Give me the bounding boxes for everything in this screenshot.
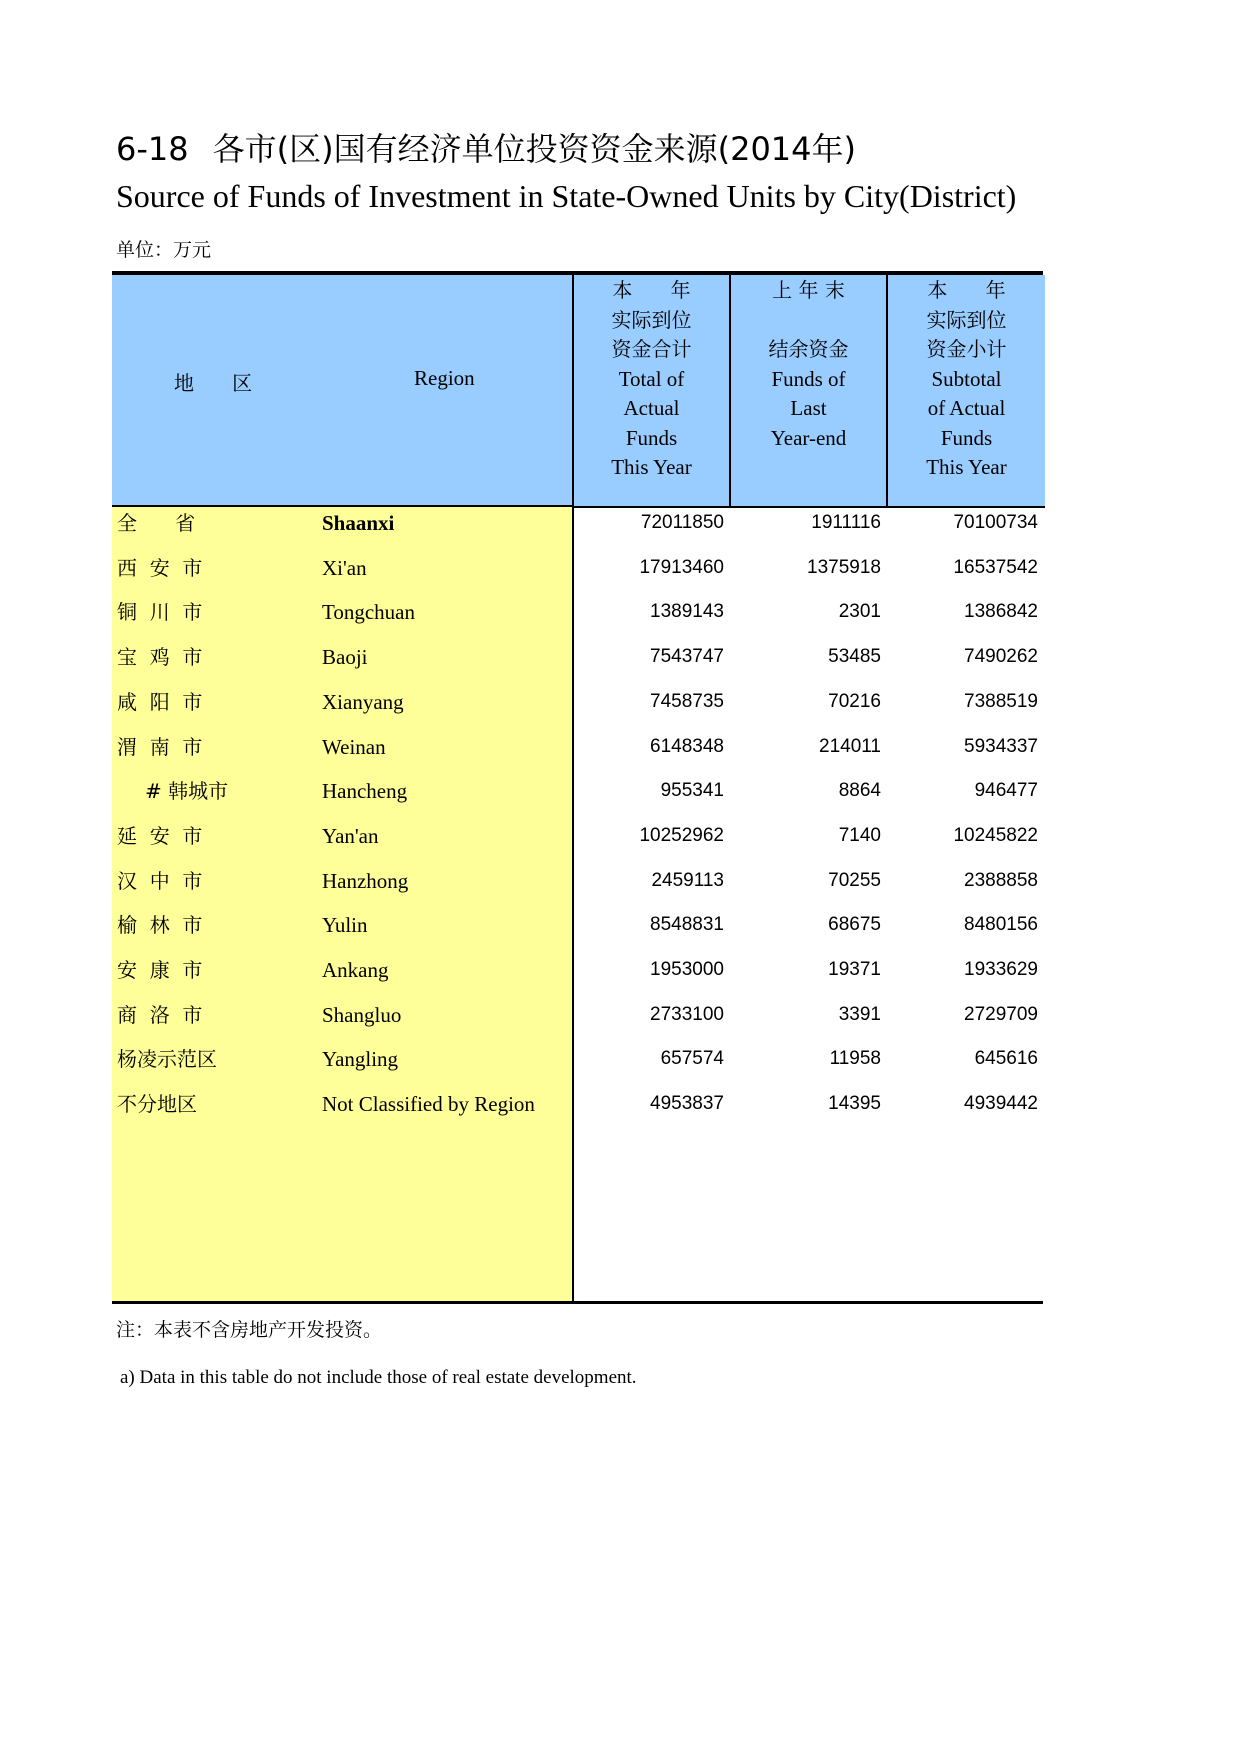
table-row [112, 856, 1043, 906]
subtotal-funds-value: 10245822 [953, 824, 1038, 846]
subtotal-funds-value: 2729709 [964, 1003, 1038, 1025]
table-row [112, 677, 1043, 727]
total-funds-value: 10252962 [639, 824, 724, 846]
header-last-en-1: Funds of [771, 366, 846, 391]
region-name-cn: 宝 鸡 市 [117, 645, 203, 670]
header-region-cn: 地 区 [174, 371, 253, 395]
region-name-cn: 汉 中 市 [117, 868, 203, 893]
header-last-en-2: Last [790, 396, 827, 420]
page-title-cn [116, 124, 856, 170]
header-subtotal-cn: 本 年 实际到位 资金小计 [926, 278, 1007, 361]
total-funds-value: 4953837 [650, 1093, 724, 1115]
last-year-funds-value: 11958 [829, 1048, 881, 1070]
header-total-en-1: Total of [618, 366, 685, 391]
header-total-en-4: This Year [611, 455, 692, 479]
last-year-funds-value: 2301 [838, 601, 881, 623]
last-year-funds-value: 68675 [828, 914, 881, 936]
header-total-funds [572, 275, 729, 508]
last-year-funds-value: 7140 [838, 824, 881, 846]
header-total-en-3: Funds [625, 425, 678, 450]
subtotal-funds-value: 8480156 [964, 914, 1038, 936]
subtotal-funds-value: 1933629 [964, 959, 1038, 980]
region-name-cn: 杨凌示范区 [117, 1047, 217, 1072]
total-funds-value: 2733100 [650, 1003, 724, 1025]
total-funds-value: 6148348 [650, 735, 724, 757]
last-year-funds-value: 1375918 [807, 556, 881, 578]
table-number: 6-18 [116, 130, 189, 168]
total-funds-value: 8548831 [650, 914, 724, 936]
header-total-en-2: Actual [623, 396, 680, 420]
table-row [112, 722, 1043, 772]
subtotal-funds-value: 2388858 [964, 869, 1038, 891]
subtotal-funds-value: 4939442 [964, 1093, 1038, 1115]
last-year-funds-value: 70255 [828, 869, 881, 891]
region-name-cn: 咸 阳 市 [117, 689, 203, 714]
total-funds-value: 955341 [660, 780, 724, 802]
total-funds-value: 17913460 [639, 556, 724, 578]
table-row [112, 945, 1043, 995]
subtotal-funds-value: 7490262 [964, 646, 1038, 668]
subtotal-funds-value: 16537542 [953, 556, 1038, 578]
table-row [112, 766, 1043, 816]
header-last-cn: 上 年 末 结余资金 [768, 278, 849, 361]
table-row [112, 900, 1043, 950]
total-funds-value: 2459113 [651, 869, 724, 891]
table-row [112, 632, 1043, 682]
table-row [112, 587, 1043, 637]
total-funds-value: 7458735 [650, 690, 724, 712]
region-name-en: Shangluo [322, 1002, 402, 1027]
total-funds-value: 1389143 [650, 601, 724, 623]
region-name-en: Hancheng [322, 779, 408, 804]
last-year-funds-value: 53485 [828, 646, 881, 668]
header-last-en-3: Year-end [770, 425, 847, 450]
note-cn: 注：本表不含房地产开发投资。 [116, 1319, 383, 1341]
header-subtotal-funds [886, 275, 1045, 508]
region-name-en: Hanzhong [322, 868, 409, 893]
page-title-en: Source of Funds of Investment in State-Owned Units by City(District) [116, 178, 1017, 214]
region-name-en: Not Classified by Region [322, 1092, 535, 1117]
total-funds-value: 657574 [660, 1048, 724, 1070]
region-name-cn: 铜 川 市 [117, 600, 203, 625]
region-name-en: Yan'an [322, 823, 379, 848]
last-year-funds-value: 70216 [828, 690, 881, 712]
table-row [112, 543, 1043, 593]
region-name-cn: 全 省 [117, 511, 196, 535]
header-subtotal-en-2: of Actual [927, 396, 1006, 420]
table-row [112, 811, 1043, 861]
region-name-en: Weinan [322, 734, 386, 759]
region-name-en: Yulin [322, 913, 368, 938]
region-name-en: Xianyang [322, 689, 404, 714]
region-name-en: Yangling [322, 1047, 399, 1072]
region-name-en: Shaanxi [322, 511, 395, 535]
region-name-cn: 渭 南 市 [117, 734, 203, 759]
region-name-cn: # 韩城市 [145, 779, 229, 804]
last-year-funds-value: 14395 [828, 1093, 881, 1115]
header-last-year-funds [729, 275, 886, 508]
unit-label: 单位：万元 [116, 239, 212, 261]
region-name-cn: 榆 林 市 [117, 913, 203, 938]
header-region-en: Region [414, 366, 475, 390]
region-name-cn: 安 康 市 [117, 958, 203, 982]
subtotal-funds-value: 5934337 [964, 735, 1038, 757]
region-name-en: Ankang [322, 958, 389, 982]
subtotal-funds-value: 645616 [974, 1048, 1038, 1070]
region-name-en: Baoji [322, 645, 368, 670]
table-row [112, 1079, 1043, 1129]
region-name-en: Xi'an [322, 555, 367, 580]
header-total-cn: 本 年 实际到位 资金合计 [611, 278, 692, 361]
region-name-cn: 商 洛 市 [117, 1002, 203, 1027]
region-name-en: Tongchuan [322, 600, 416, 625]
last-year-funds-value: 214011 [819, 735, 881, 757]
title-cn-text: 各市(区)国有经济单位投资资金来源(2014年) [212, 130, 857, 168]
subtotal-funds-value: 1386842 [964, 601, 1038, 623]
data-table [112, 271, 1043, 1305]
last-year-funds-value: 3391 [838, 1003, 881, 1025]
header-subtotal-en-4: This Year [926, 455, 1007, 479]
region-name-cn: 不分地区 [117, 1092, 197, 1117]
note-en: a) Data in this table do not include those of real estate development. [120, 1367, 637, 1388]
last-year-funds-value: 8864 [838, 780, 881, 802]
table-row [112, 1034, 1043, 1084]
total-funds-value: 72011850 [640, 512, 724, 533]
header-subtotal-en-1: Subtotal [931, 366, 1002, 391]
subtotal-funds-value: 7388519 [964, 690, 1038, 712]
header-subtotal-en-3: Funds [940, 425, 993, 450]
last-year-funds-value: 1911116 [811, 512, 881, 533]
total-funds-value: 7543747 [650, 646, 724, 668]
region-name-cn: 延 安 市 [117, 823, 203, 848]
header-region-cell [112, 275, 572, 507]
bottom-rule [112, 1301, 1043, 1304]
region-name-cn: 西 安 市 [117, 555, 203, 580]
subtotal-funds-value: 946477 [974, 780, 1038, 802]
table-row [112, 498, 1043, 548]
total-funds-value: 1953000 [650, 959, 724, 980]
subtotal-funds-value: 70100734 [953, 512, 1038, 533]
table-row [112, 990, 1043, 1040]
last-year-funds-value: 19371 [828, 959, 881, 980]
